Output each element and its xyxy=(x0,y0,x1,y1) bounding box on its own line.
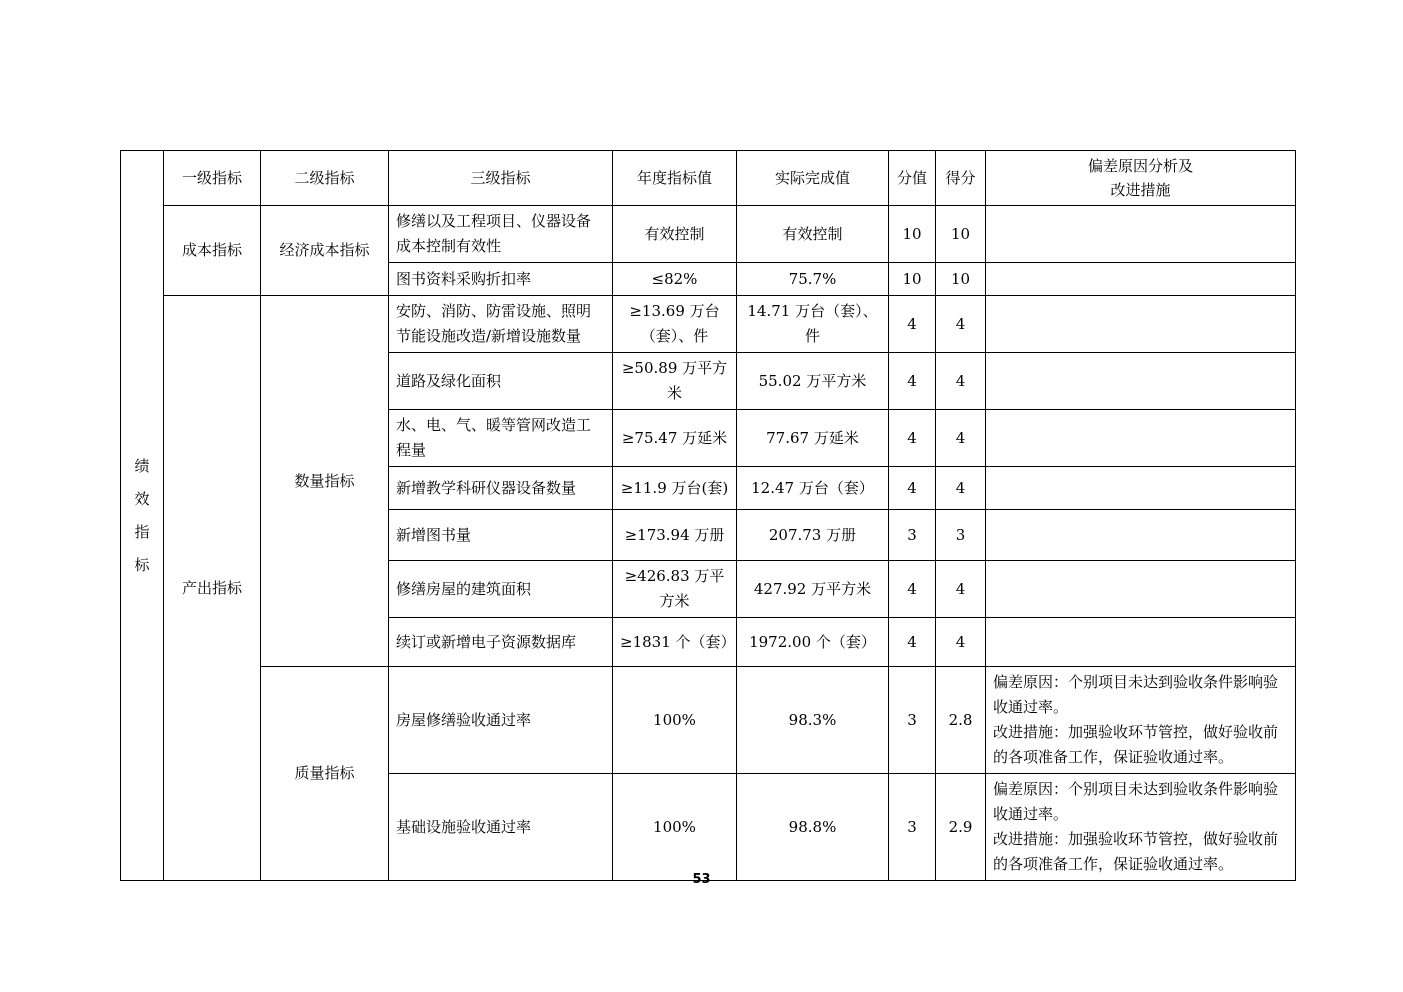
score-cell: 4 xyxy=(936,467,986,510)
deviation-cell xyxy=(986,353,1296,410)
score-cell: 10 xyxy=(936,263,986,296)
header-deviation xyxy=(986,151,1296,206)
annual-target-cell: ≥50.89 万平方米 xyxy=(613,353,737,410)
deviation-measure: 改进措施：加强验收环节管控，做好验收前的各项准备工作，保证验收通过率。 xyxy=(993,723,1279,766)
score-cell: 4 xyxy=(936,618,986,667)
score-cell: 4 xyxy=(936,296,986,353)
deviation-cell xyxy=(986,410,1296,467)
annual-target-cell: ≥11.9 万台(套) xyxy=(613,467,737,510)
annual-target-cell: 100% xyxy=(613,667,737,774)
level3-cell: 基础设施验收通过率 xyxy=(389,774,613,881)
actual-value-cell: 75.7% xyxy=(737,263,889,296)
score-value-cell: 4 xyxy=(889,467,936,510)
level1-cell-cost: 成本指标 xyxy=(164,206,261,296)
annual-target-cell: 100% xyxy=(613,774,737,881)
deviation-cell xyxy=(986,263,1296,296)
score-cell: 10 xyxy=(936,206,986,263)
score-value-cell: 4 xyxy=(889,561,936,618)
actual-value-cell: 55.02 万平方米 xyxy=(737,353,889,410)
deviation-cell xyxy=(986,510,1296,561)
annual-target-cell: 有效控制 xyxy=(613,206,737,263)
group-char: 指 xyxy=(134,522,150,541)
score-cell: 2.8 xyxy=(936,667,986,774)
level2-cell-quality: 质量指标 xyxy=(261,667,389,881)
annual-target-cell: ≤82% xyxy=(613,263,737,296)
group-char: 标 xyxy=(134,555,150,574)
actual-value-cell: 427.92 万平方米 xyxy=(737,561,889,618)
deviation-measure: 改进措施：加强验收环节管控，做好验收前的各项准备工作，保证验收通过率。 xyxy=(993,830,1279,873)
annual-target-cell: ≥426.83 万平方米 xyxy=(613,561,737,618)
annual-target-cell: ≥75.47 万延米 xyxy=(613,410,737,467)
score-value-cell: 3 xyxy=(889,667,936,774)
level3-cell: 修缮以及工程项目、仪器设备成本控制有效性 xyxy=(389,206,613,263)
actual-value-cell: 98.3% xyxy=(737,667,889,774)
score-cell: 4 xyxy=(936,353,986,410)
deviation-cell xyxy=(986,774,1296,881)
score-value-cell: 4 xyxy=(889,410,936,467)
table-row xyxy=(121,667,1296,774)
header-level1: 一级指标 xyxy=(164,151,261,206)
score-value-cell: 4 xyxy=(889,353,936,410)
header-deviation-line2: 改进措施 xyxy=(1110,181,1171,199)
table-header-row xyxy=(121,151,1296,206)
level3-cell: 续订或新增电子资源数据库 xyxy=(389,618,613,667)
actual-value-cell: 207.73 万册 xyxy=(737,510,889,561)
page-number: 53 xyxy=(692,872,711,887)
vertical-label xyxy=(128,450,156,582)
actual-value-cell: 12.47 万台（套） xyxy=(737,467,889,510)
group-cell-performance-indicators xyxy=(121,151,164,881)
deviation-cell xyxy=(986,667,1296,774)
group-char: 绩 xyxy=(134,456,150,475)
score-value-cell: 4 xyxy=(889,618,936,667)
deviation-reason: 偏差原因：个别项目未达到验收条件影响验收通过率。 xyxy=(993,673,1279,716)
score-value-cell: 4 xyxy=(889,296,936,353)
header-level2: 二级指标 xyxy=(261,151,389,206)
score-cell: 4 xyxy=(936,561,986,618)
level2-cell-economic: 经济成本指标 xyxy=(261,206,389,296)
score-cell: 2.9 xyxy=(936,774,986,881)
header-score: 得分 xyxy=(936,151,986,206)
table-row xyxy=(121,296,1296,353)
annual-target-cell: ≥173.94 万册 xyxy=(613,510,737,561)
score-value-cell: 3 xyxy=(889,774,936,881)
deviation-cell xyxy=(986,467,1296,510)
table-row xyxy=(121,206,1296,263)
annual-target-cell: ≥13.69 万台（套）、件 xyxy=(613,296,737,353)
level3-cell: 水、电、气、暖等管网改造工程量 xyxy=(389,410,613,467)
level3-cell: 安防、消防、防雷设施、照明节能设施改造/新增设施数量 xyxy=(389,296,613,353)
header-level3: 三级指标 xyxy=(389,151,613,206)
header-actual-value: 实际完成值 xyxy=(737,151,889,206)
actual-value-cell: 98.8% xyxy=(737,774,889,881)
level3-cell: 道路及绿化面积 xyxy=(389,353,613,410)
actual-value-cell: 14.71 万台（套）、件 xyxy=(737,296,889,353)
deviation-reason: 偏差原因：个别项目未达到验收条件影响验收通过率。 xyxy=(993,780,1279,823)
actual-value-cell: 有效控制 xyxy=(737,206,889,263)
score-value-cell: 10 xyxy=(889,206,936,263)
level2-cell-quantity: 数量指标 xyxy=(261,296,389,667)
level3-cell: 图书资料采购折扣率 xyxy=(389,263,613,296)
actual-value-cell: 1972.00 个（套） xyxy=(737,618,889,667)
level3-cell: 新增图书量 xyxy=(389,510,613,561)
actual-value-cell: 77.67 万延米 xyxy=(737,410,889,467)
header-deviation-line1: 偏差原因分析及 xyxy=(1087,157,1193,175)
annual-target-cell: ≥1831 个（套） xyxy=(613,618,737,667)
level3-cell: 新增教学科研仪器设备数量 xyxy=(389,467,613,510)
header-annual-target: 年度指标值 xyxy=(613,151,737,206)
header-score-value: 分值 xyxy=(889,151,936,206)
deviation-cell xyxy=(986,206,1296,263)
group-char: 效 xyxy=(134,489,150,508)
deviation-cell xyxy=(986,296,1296,353)
score-cell: 3 xyxy=(936,510,986,561)
deviation-cell xyxy=(986,561,1296,618)
level1-cell-output: 产出指标 xyxy=(164,296,261,881)
deviation-cell xyxy=(986,618,1296,667)
score-value-cell: 10 xyxy=(889,263,936,296)
level3-cell: 房屋修缮验收通过率 xyxy=(389,667,613,774)
level3-cell: 修缮房屋的建筑面积 xyxy=(389,561,613,618)
score-value-cell: 3 xyxy=(889,510,936,561)
performance-indicator-table xyxy=(120,150,1296,881)
score-cell: 4 xyxy=(936,410,986,467)
